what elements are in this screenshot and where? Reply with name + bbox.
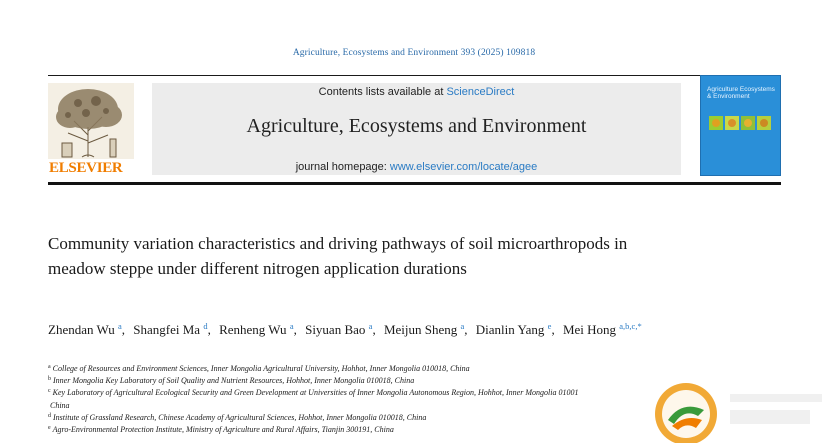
elsevier-wordmark[interactable]: ELSEVIER	[49, 160, 123, 176]
affiliation	[48, 399, 668, 411]
affiliation-text: Agro-Environmental Protection Institute, Ministry of Agriculture and Rural Affairs, Tianjin 300191, China	[52, 425, 394, 435]
journal-name: Agriculture, Ecosystems and Environment	[246, 115, 587, 137]
sciencedirect-link[interactable]: ScienceDirect	[446, 86, 515, 98]
affiliation-mark: e	[48, 425, 51, 432]
author-name: Renheng Wu	[219, 322, 287, 337]
journal-banner	[152, 83, 681, 175]
article-title: Community variation characteristics and driving pathways of soil microarthropods in meadow steppe under different nitrogen application durations	[48, 234, 628, 278]
affiliation-mark: c	[48, 388, 51, 395]
author-list: Zhendan Wu $^a$, Shangfei Ma $^d$, Renheng Wu $^a$, Siyuan Bao $^a$, Meijun Sheng $^a$, Dianlin Yang $^e$, Mei Hong $^{a,b,c,*}$	[48, 321, 642, 337]
affiliation	[48, 411, 668, 423]
author-affiliation-mark[interactable]: a	[460, 321, 465, 331]
affiliation	[48, 423, 668, 435]
affiliation-text: College of Resources and Environment Sciences, Inner Mongolia Agricultural University, Hohhot, Inner Mongolia 010018, China	[52, 364, 470, 373]
author-name: Dianlin Yang	[475, 322, 545, 337]
affiliation-mark: d	[48, 412, 51, 419]
author[interactable]	[219, 322, 294, 337]
affiliation-text: China	[50, 400, 70, 410]
journal-homepage-link[interactable]: www.elsevier.com/locate/agee	[389, 161, 538, 173]
author-name: Meijun Sheng	[383, 322, 458, 337]
cover-images-icon	[709, 114, 773, 134]
author-name: Mei Hong	[562, 322, 617, 337]
author-affiliation-mark[interactable]: d	[203, 321, 208, 331]
contents-prefix: Contents lists available at	[318, 86, 447, 98]
author-affiliation-mark[interactable]: e	[547, 321, 552, 331]
author[interactable]	[563, 322, 642, 337]
contents-line	[152, 86, 681, 98]
affiliation-text: Inner Mongolia Key Laboratory of Soil Quality and Nutrient Resources, Hohhot, Inner Mongolia 010018, China	[53, 376, 415, 386]
affiliation-mark: b	[48, 376, 51, 383]
author-affiliation-mark[interactable]: a	[368, 321, 373, 331]
author[interactable]	[305, 322, 372, 337]
author[interactable]	[384, 322, 464, 337]
header-rule	[48, 75, 781, 76]
homepage-prefix: journal homepage:	[295, 161, 390, 173]
affiliation	[48, 362, 668, 374]
affiliation-list	[48, 362, 668, 435]
journal-citation[interactable]: Agriculture, Ecosystems and Environment 393 (2025) 109818	[292, 48, 536, 58]
author-name: Shangfei Ma	[133, 322, 201, 337]
author-affiliation-mark[interactable]: a	[118, 321, 122, 331]
header-bottom-rule	[48, 182, 781, 185]
journal-cover[interactable]	[700, 75, 781, 176]
affiliation	[48, 386, 668, 398]
affiliation-text: Key Laboratory of Agricultural Ecological Security and Green Development at Universities of Inner Mongolia Autonomous Region, Hohhot, Inner Mongolia 01001	[52, 388, 579, 398]
author[interactable]	[133, 322, 207, 337]
author-affiliation-mark[interactable]: a,b,c,*	[619, 321, 642, 331]
author[interactable]	[48, 322, 122, 337]
author[interactable]	[476, 322, 552, 337]
affiliation-mark: a	[48, 364, 51, 370]
affiliation	[48, 374, 668, 386]
author-affiliation-mark[interactable]: a	[289, 321, 294, 331]
homepage-line	[152, 161, 681, 173]
affiliation-text: Institute of Grassland Research, Chinese Academy of Agricultural Sciences, Hohhot, Inner Mongolia 010018, China	[53, 412, 427, 422]
author-name: Siyuan Bao	[305, 322, 366, 337]
author-name: Zhendan Wu	[48, 322, 115, 337]
cover-title: Agriculture Ecosystems & Environment	[707, 86, 775, 100]
watermark-logo-icon	[652, 380, 828, 443]
